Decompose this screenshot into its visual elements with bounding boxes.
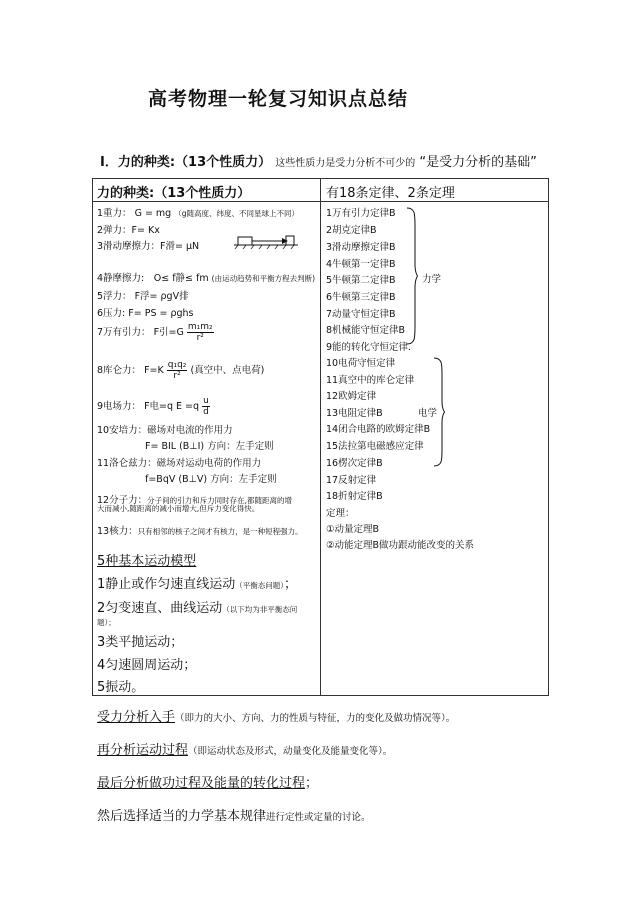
force-7-numerator: m₁m₂	[187, 322, 213, 332]
law-6: 6牛顿第三定律B	[326, 292, 396, 303]
force-2: 2弹力：F= Kx	[97, 225, 160, 236]
force-7-denominator: r²	[196, 333, 204, 343]
law-15: 15法拉第电磁感应定律	[326, 441, 424, 452]
model-1	[97, 573, 297, 592]
force-11-line-2: f=BqV (B⊥V) 方向：左手定则	[145, 474, 277, 485]
paragraph-4	[97, 805, 371, 824]
section-heading-line	[100, 151, 537, 170]
section-note: 这些性质力是受力分析不可少的	[275, 158, 416, 169]
force-9-formula: 9电场力： F电=q E =q	[97, 401, 200, 412]
models-heading: 5种基本运动模型	[97, 554, 197, 569]
page-title: 高考物理一轮复习知识点总结	[148, 88, 409, 110]
law-7: 7动量守恒定律B	[326, 309, 396, 320]
model-2-note-cont: 题）；	[97, 618, 116, 627]
force-1-note: （g随高度、纬度、不同星球上不同）	[174, 209, 300, 218]
force-8-note: (真空中、点电荷)	[190, 365, 265, 376]
force-12-text-1: 分子间的引力和斥力同时存在,都随距离的增	[147, 496, 292, 505]
law-3: 3滑动摩擦定律B	[326, 242, 396, 253]
law-13: 13电阻定律B	[326, 408, 383, 419]
force-7	[97, 322, 214, 343]
paragraph-2-note: （即运动状态及形式，动量变化及能量变化等）。	[188, 746, 393, 757]
force-9-denominator: d	[203, 407, 209, 417]
law-8: 8机械能守恒定律B	[326, 325, 406, 336]
law-9: 9能的转化守恒定律．	[326, 342, 418, 353]
force-10-line-1: 10安培力：磁场对电流的作用力	[97, 425, 233, 436]
force-8-fraction	[167, 360, 188, 381]
force-9	[97, 396, 210, 417]
law-14: 14闭合电路的欧姆定律B	[326, 424, 431, 435]
paragraph-1-note: （即力的大小、方向、力的性质与特征，力的变化及做功情况等）。	[175, 713, 456, 724]
force-4-formula: 4静摩擦力: O≤ f静≤ fm	[97, 273, 209, 284]
force-1	[97, 205, 299, 219]
model-4: 4匀速圆周运动；	[97, 658, 197, 673]
force-8	[97, 360, 264, 381]
paragraph-1-key: 受力分析入手	[97, 710, 176, 725]
paragraph-2-key: 再分析运动过程	[97, 743, 189, 758]
law-12: 12欧姆定律	[326, 391, 377, 402]
force-3: 3滑动摩擦力：F滑= μN	[97, 241, 200, 252]
theorem-2: ②动能定理B做功跟动能改变的关系	[326, 540, 475, 551]
force-7-fraction	[187, 322, 214, 343]
paragraph-2	[97, 739, 392, 758]
force-7-formula: 7万有引力： F引=G	[97, 327, 184, 338]
model-1-end: ；	[284, 577, 298, 592]
mechanics-label: 力学	[422, 274, 442, 285]
force-5: 5浮力： F浮= ρgV排	[97, 291, 189, 302]
law-4: 4牛顿第一定律B	[326, 259, 396, 270]
force-9-fraction	[202, 396, 210, 417]
force-11-line-1: 11洛仑兹力：磁场对运动电荷的作用力	[97, 458, 262, 469]
force-13-text: 只有相邻的核子之间才有核力，是一种短程强力。	[137, 527, 303, 536]
model-1-label: 1静止或作匀速直线运动	[97, 577, 236, 592]
law-10: 10电荷守恒定律	[326, 358, 396, 369]
force-8-formula: 8库仑力： F=K	[97, 365, 164, 376]
model-1-note: （平衡态问题）	[235, 581, 285, 590]
law-11: 11真空中的库仑定律	[326, 375, 415, 386]
law-2: 2胡克定律B	[326, 225, 377, 236]
paragraph-3-key: 最后分析做功过程及能量的转化过程	[97, 776, 306, 791]
force-12-text-2: 大而减小,随距离的减小而增大,但斥力变化得快。	[97, 504, 260, 513]
paragraph-4-note: 进行定性或定量的讨论。	[266, 812, 371, 823]
right-header: 有18条定律、2条定理	[326, 186, 455, 201]
mechanics-brace-icon	[405, 206, 419, 346]
force-8-denominator: r²	[173, 371, 181, 381]
paragraph-3-end: ；	[305, 776, 319, 791]
theorem-label: 定理：	[326, 508, 355, 519]
force-4-note: (由运动趋势和平衡方程去判断)	[211, 274, 316, 283]
force-6: 6压力: F= PS = ρghs	[97, 308, 194, 319]
law-17: 17反射定律	[326, 475, 377, 486]
force-9-numerator: u	[203, 396, 209, 406]
law-1: 1万有引力定律B	[326, 208, 396, 219]
electricity-label: 电学	[418, 408, 438, 419]
force-4	[97, 270, 315, 284]
model-5: 5振动。	[97, 680, 145, 695]
model-2	[97, 597, 297, 616]
section-quote: “是受力分析的基础”	[419, 155, 537, 170]
table-divider-vertical	[320, 178, 321, 696]
section-heading: Ⅰ．力的种类:（13个性质力）	[100, 155, 272, 170]
friction-diagram	[232, 230, 302, 250]
law-5: 5牛顿第二定律B	[326, 275, 396, 286]
law-18: 18折射定律B	[326, 491, 383, 502]
model-3: 3类平抛运动；	[97, 635, 184, 650]
force-1-formula: 1重力： G = mg	[97, 208, 172, 219]
force-10-line-2: F= BIL (B⊥I) 方向：左手定则	[145, 441, 274, 452]
force-13	[97, 519, 303, 538]
paragraph-4-key: 然后选择适当的力学基本规律	[97, 809, 267, 824]
model-2-note: （以下均为非平衡态问	[222, 605, 298, 614]
theorem-1: ①动量定理B	[326, 524, 380, 535]
force-13-label: 13核力：	[97, 526, 138, 537]
model-2-label: 2匀变速直、曲线运动	[97, 601, 223, 616]
table-divider-horizontal	[92, 201, 549, 202]
force-8-numerator: q₁q₂	[167, 360, 187, 370]
paragraph-3	[97, 772, 318, 791]
law-16: 16楞次定律B	[326, 458, 383, 469]
left-header: 力的种类:（13个性质力）	[97, 186, 251, 201]
paragraph-1	[97, 706, 455, 725]
force-12-label: 12分子力：	[97, 495, 148, 506]
